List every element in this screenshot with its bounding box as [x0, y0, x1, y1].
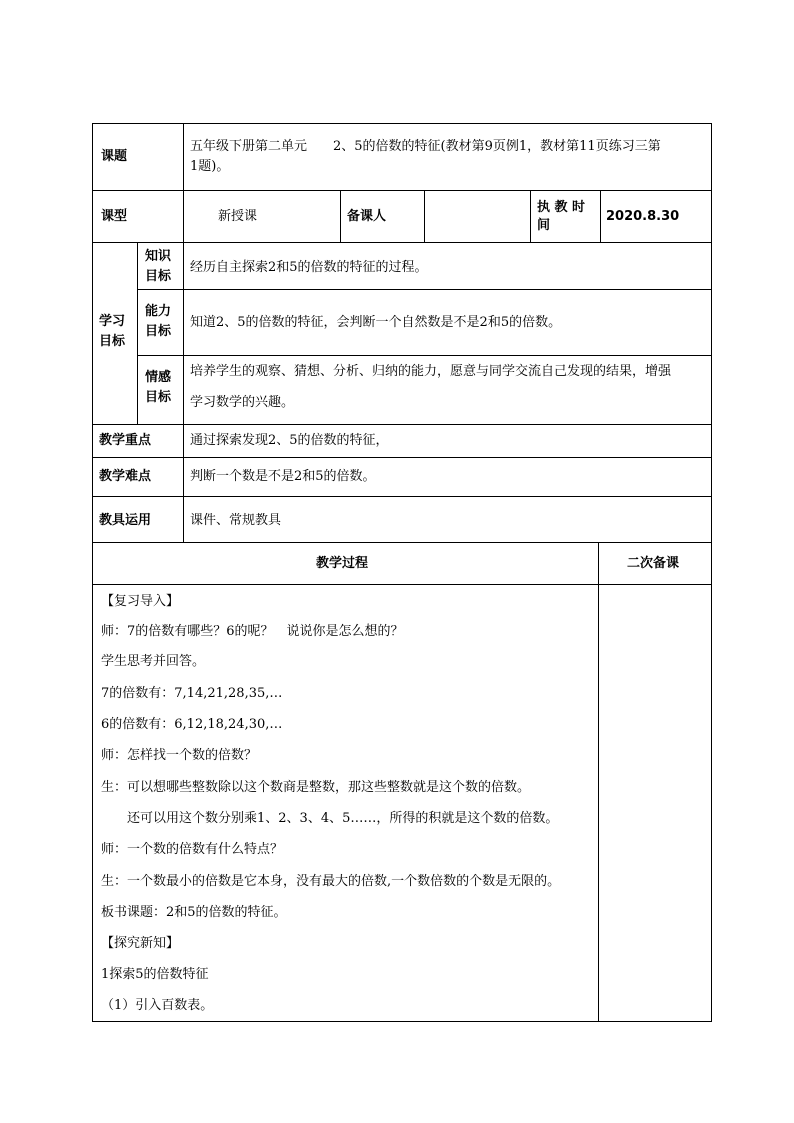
process-line: 师：一个数的倍数有什么特点？: [101, 842, 284, 857]
rule-after-ability: [137, 355, 712, 356]
emotion-goal-label-line1: 情感: [145, 370, 172, 385]
rule-after-tools: [92, 542, 712, 543]
rule-after-type: [92, 242, 712, 243]
topic-text-line2: 1题)。: [190, 159, 230, 174]
time-value: 2020.8.30: [606, 209, 680, 224]
rule-after-topic: [92, 190, 712, 191]
process-line: 7的倍数有：7,14,21,28,35,…: [101, 686, 283, 701]
difficulty-text: 判断一个数是不是2和5的倍数。: [190, 469, 376, 484]
emotion-goal-text-line1: 培养学生的观察、猜想、分析、归纳的能力，愿意与同学交流自己发现的结果，增强: [190, 364, 672, 379]
rule-goals-col: [137, 242, 138, 425]
type-label: 课型: [101, 209, 128, 224]
rule-after-process-header: [92, 584, 712, 585]
rule-after-difficulty: [92, 496, 712, 497]
rule-type-col2: [424, 190, 425, 243]
rule-type-col1: [340, 190, 341, 243]
process-line: 【探究新知】: [101, 936, 180, 951]
rule-label-col-lower: [183, 424, 184, 543]
knowledge-goal-label-line1: 知识: [145, 249, 172, 264]
rule-after-focus: [92, 457, 712, 458]
goals-label-line2: 目标: [99, 334, 126, 349]
process-line: 板书课题：2和5的倍数的特征。: [101, 905, 287, 920]
tools-text: 课件、常规教具: [190, 513, 282, 528]
emotion-goal-text-line2: 学习数学的兴趣。: [190, 395, 295, 410]
difficulty-label: 教学难点: [99, 469, 152, 484]
rule-after-goals: [92, 424, 712, 425]
type-value: 新授课: [218, 209, 258, 224]
process-line: 1探索5的倍数特征: [101, 967, 209, 982]
process-line: 生：一个数最小的倍数是它本身，没有最大的倍数,一个数倍数的个数是无限的。: [101, 874, 561, 889]
focus-text: 通过探索发现2、5的倍数的特征，: [190, 433, 389, 448]
process-line: 生：可以想哪些整数除以这个数商是整数，那这些整数就是这个数的倍数。: [101, 780, 531, 795]
emotion-goal-label-line2: 目标: [145, 390, 172, 405]
rule-left: [92, 123, 93, 1022]
process-line: （1）引入百数表。: [101, 998, 214, 1013]
ability-goal-label-line1: 能力: [145, 304, 172, 319]
process-line: 【复习导入】: [101, 594, 180, 609]
rule-type-col4: [600, 190, 601, 243]
process-line: 师：怎样找一个数的倍数？: [101, 748, 258, 763]
tools-label: 教具运用: [99, 513, 152, 528]
rule-type-col3: [530, 190, 531, 243]
rule-bottom: [92, 1021, 712, 1022]
ability-goal-text: 知道2、5的倍数的特征，会判断一个自然数是不是2和5的倍数。: [190, 315, 562, 330]
rule-label-col: [183, 123, 184, 243]
time-label-line1: 执 教 时: [537, 200, 586, 215]
topic-label: 课题: [101, 149, 128, 164]
process-line: 师：7的倍数有哪些？6的呢？ 说说你是怎么想的？: [101, 624, 404, 639]
knowledge-goal-label-line2: 目标: [145, 269, 172, 284]
topic-text-line1: 五年级下册第二单元 2、5的倍数的特征(教材第9页例1，教材第11页练习三第: [190, 139, 661, 154]
focus-label: 教学重点: [99, 433, 152, 448]
ability-goal-label-line2: 目标: [145, 324, 172, 339]
time-label-line2: 间: [537, 218, 551, 233]
process-line: 6的倍数有：6,12,18,24,30,…: [101, 717, 283, 732]
rule-goals-text-col: [183, 242, 184, 425]
second-prep-header: 二次备课: [627, 556, 680, 571]
rule-after-knowledge: [137, 289, 712, 290]
goals-label-line1: 学习: [99, 314, 126, 329]
rule-right: [711, 123, 712, 1022]
preparer-label: 备课人: [347, 209, 387, 224]
process-line: 学生思考并回答。: [101, 654, 206, 669]
knowledge-goal-text: 经历自主探索2和5的倍数的特征的过程。: [190, 260, 428, 275]
rule-top: [92, 123, 712, 124]
process-line: 还可以用这个数分别乘1、2、3、4、5……，所得的积就是这个数的倍数。: [101, 811, 559, 826]
process-header: 教学过程: [316, 556, 369, 571]
rule-process-col: [598, 542, 599, 1022]
